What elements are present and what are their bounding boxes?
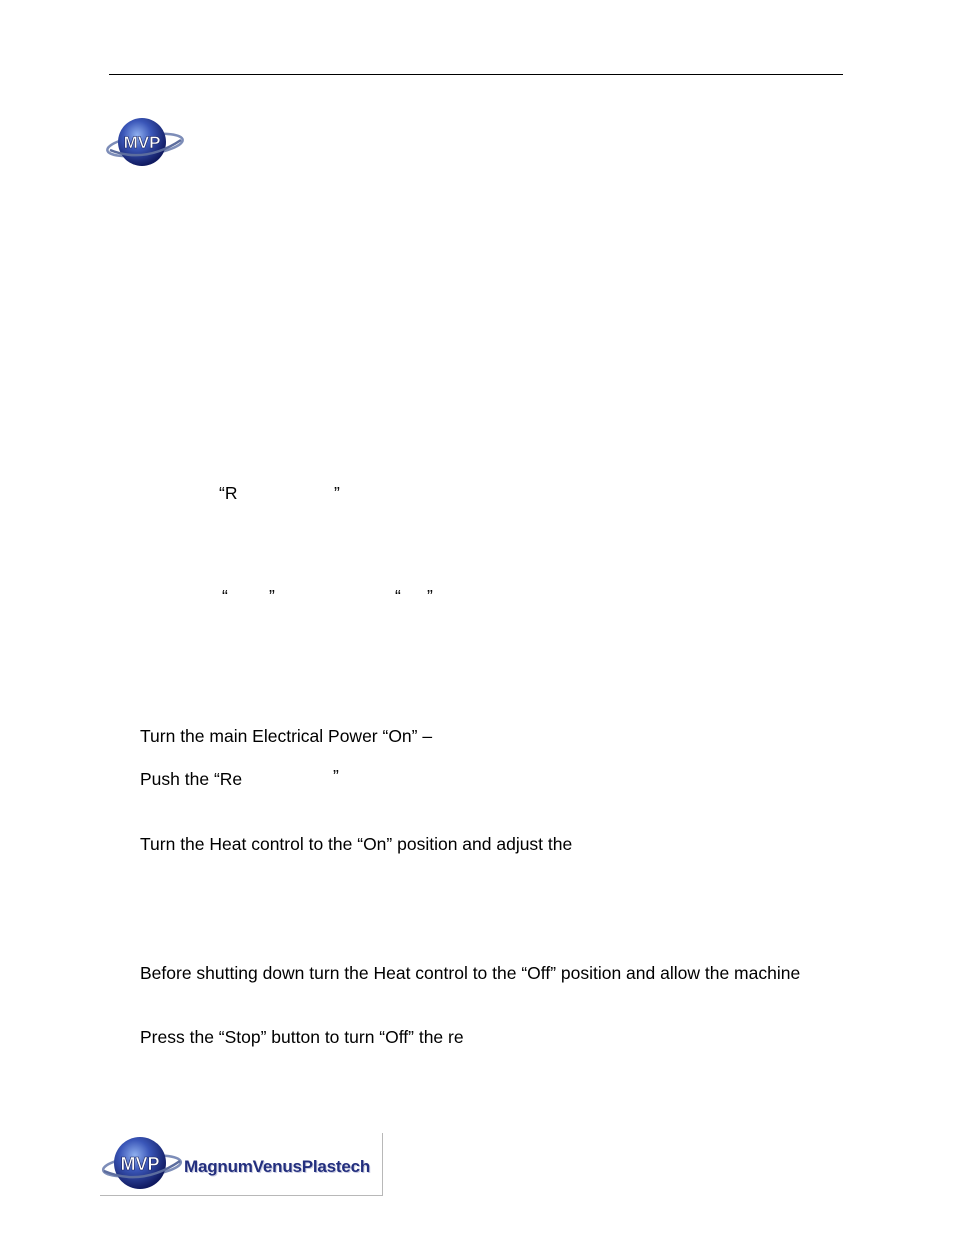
step-shutdown: Before shutting down turn the Heat control to the “Off” position and allow the machine [140,963,801,983]
footer-logo [100,1133,383,1196]
reset-open-fragment: “R [219,483,238,503]
step-stop: Press the “Stop” button to turn “Off” the re [140,1027,464,1047]
svg-text:MVP: MVP [123,133,161,152]
reset-close-fragment: ” [334,483,340,503]
step-heat-on: Turn the Heat control to the “On” position and adjust the [140,834,573,854]
quote-open-2: “ [395,586,401,606]
quote-close-1: ” [269,586,275,606]
quote-close-2: ” [427,586,433,606]
brand-name: MagnumVenusPlastech [184,1157,371,1176]
header-rule [109,74,843,75]
step-push-reset-close: ” [333,766,339,786]
mvp-globe-icon [105,116,185,170]
mvp-globe-icon [100,1133,184,1195]
quote-open-1: “ [222,586,228,606]
step-power-on: Turn the main Electrical Power “On” – [140,726,433,746]
mvp-logo [105,116,185,175]
step-push-reset: Push the “Re [140,769,243,789]
svg-text:MVP: MVP [120,1154,160,1174]
